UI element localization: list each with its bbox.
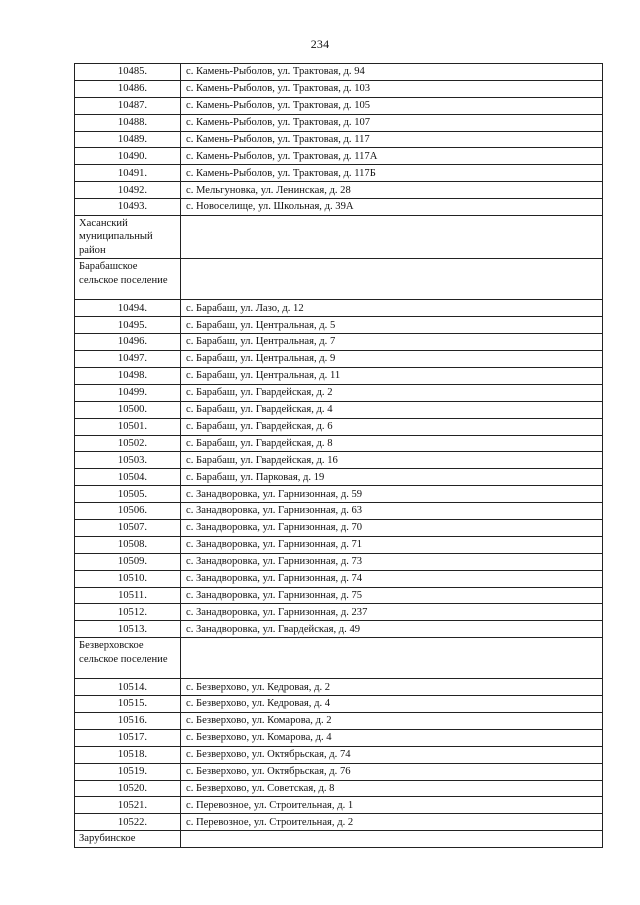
address-cell: с. Барабаш, ул. Лазо, д. 12 bbox=[181, 300, 603, 317]
address-cell: с. Безверхово, ул. Кедровая, д. 4 bbox=[181, 696, 603, 713]
address-cell: с. Занадворовка, ул. Гарнизонная, д. 73 bbox=[181, 553, 603, 570]
table-row bbox=[75, 401, 603, 418]
row-number-cell: 10490. bbox=[75, 148, 181, 165]
row-number-cell: 10516. bbox=[75, 712, 181, 729]
address-cell: с. Барабаш, ул. Парковая, д. 19 bbox=[181, 469, 603, 486]
row-number-cell: 10518. bbox=[75, 746, 181, 763]
table-row bbox=[75, 148, 603, 165]
address-cell: с. Барабаш, ул. Гвардейская, д. 2 bbox=[181, 384, 603, 401]
row-number-cell: 10487. bbox=[75, 97, 181, 114]
row-number-cell: 10495. bbox=[75, 317, 181, 334]
table-row bbox=[75, 317, 603, 334]
row-number-cell: 10501. bbox=[75, 418, 181, 435]
row-number-cell: 10494. bbox=[75, 300, 181, 317]
address-cell: с. Новоселище, ул. Школьная, д. 39А bbox=[181, 199, 603, 216]
table-row bbox=[75, 679, 603, 696]
table-row bbox=[75, 300, 603, 317]
table-row bbox=[75, 351, 603, 368]
table-row bbox=[75, 97, 603, 114]
row-number-cell: 10520. bbox=[75, 780, 181, 797]
group-header-row bbox=[75, 259, 603, 300]
address-cell: с. Барабаш, ул. Центральная, д. 11 bbox=[181, 367, 603, 384]
table-row bbox=[75, 814, 603, 831]
address-cell: с. Камень-Рыболов, ул. Трактовая, д. 103 bbox=[181, 80, 603, 97]
address-cell: с. Безверхово, ул. Октябрьская, д. 76 bbox=[181, 763, 603, 780]
table-row bbox=[75, 553, 603, 570]
group-header-row bbox=[75, 216, 603, 259]
table-row bbox=[75, 729, 603, 746]
row-number-cell: 10506. bbox=[75, 503, 181, 520]
table-row bbox=[75, 519, 603, 536]
group-name-cell: Хасанский муниципальный район bbox=[75, 216, 181, 259]
table-row bbox=[75, 199, 603, 216]
group-empty-cell bbox=[181, 638, 603, 679]
group-name-cell: Барабашское сельское поселение bbox=[75, 259, 181, 300]
row-number-cell: 10499. bbox=[75, 384, 181, 401]
address-cell: с. Камень-Рыболов, ул. Трактовая, д. 117Б bbox=[181, 165, 603, 182]
row-number-cell: 10508. bbox=[75, 536, 181, 553]
row-number-cell: 10493. bbox=[75, 199, 181, 216]
row-number-cell: 10500. bbox=[75, 401, 181, 418]
row-number-cell: 10513. bbox=[75, 621, 181, 638]
group-empty-cell bbox=[181, 259, 603, 300]
address-cell: с. Камень-Рыболов, ул. Трактовая, д. 117А bbox=[181, 148, 603, 165]
address-cell: с. Камень-Рыболов, ул. Трактовая, д. 117 bbox=[181, 131, 603, 148]
row-number-cell: 10515. bbox=[75, 696, 181, 713]
table-row bbox=[75, 486, 603, 503]
page-number: 234 bbox=[310, 37, 330, 51]
row-number-cell: 10496. bbox=[75, 334, 181, 351]
row-number-cell: 10503. bbox=[75, 452, 181, 469]
table-row bbox=[75, 797, 603, 814]
table-row bbox=[75, 384, 603, 401]
row-number-cell: 10485. bbox=[75, 64, 181, 81]
row-number-cell: 10504. bbox=[75, 469, 181, 486]
address-cell: с. Камень-Рыболов, ул. Трактовая, д. 94 bbox=[181, 64, 603, 81]
address-cell: с. Занадворовка, ул. Гвардейская, д. 49 bbox=[181, 621, 603, 638]
row-number-cell: 10517. bbox=[75, 729, 181, 746]
table-row bbox=[75, 503, 603, 520]
address-cell: с. Занадворовка, ул. Гарнизонная, д. 63 bbox=[181, 503, 603, 520]
address-cell: с. Занадворовка, ул. Гарнизонная, д. 74 bbox=[181, 570, 603, 587]
address-cell: с. Барабаш, ул. Центральная, д. 5 bbox=[181, 317, 603, 334]
table-row bbox=[75, 536, 603, 553]
row-number-cell: 10486. bbox=[75, 80, 181, 97]
table-row bbox=[75, 570, 603, 587]
address-cell: с. Камень-Рыболов, ул. Трактовая, д. 105 bbox=[181, 97, 603, 114]
address-cell: с. Мельгуновка, ул. Ленинская, д. 28 bbox=[181, 182, 603, 199]
table-row bbox=[75, 452, 603, 469]
row-number-cell: 10511. bbox=[75, 587, 181, 604]
row-number-cell: 10514. bbox=[75, 679, 181, 696]
address-cell: с. Безверхово, ул. Кедровая, д. 2 bbox=[181, 679, 603, 696]
table-row bbox=[75, 435, 603, 452]
row-number-cell: 10507. bbox=[75, 519, 181, 536]
row-number-cell: 10521. bbox=[75, 797, 181, 814]
row-number-cell: 10510. bbox=[75, 570, 181, 587]
group-name-cell: Зарубинское bbox=[75, 831, 181, 847]
table-row bbox=[75, 64, 603, 81]
table-row bbox=[75, 780, 603, 797]
address-cell: с. Барабаш, ул. Гвардейская, д. 8 bbox=[181, 435, 603, 452]
address-cell: с. Безверхово, ул. Комарова, д. 2 bbox=[181, 712, 603, 729]
table-row bbox=[75, 621, 603, 638]
table-row bbox=[75, 763, 603, 780]
address-cell: с. Барабаш, ул. Гвардейская, д. 16 bbox=[181, 452, 603, 469]
group-header-row bbox=[75, 638, 603, 679]
table-row bbox=[75, 696, 603, 713]
row-number-cell: 10492. bbox=[75, 182, 181, 199]
group-header-row bbox=[75, 831, 603, 847]
address-cell: с. Барабаш, ул. Центральная, д. 7 bbox=[181, 334, 603, 351]
address-cell: с. Безверхово, ул. Советская, д. 8 bbox=[181, 780, 603, 797]
address-cell: с. Безверхово, ул. Комарова, д. 4 bbox=[181, 729, 603, 746]
table-row bbox=[75, 746, 603, 763]
address-cell: с. Барабаш, ул. Центральная, д. 9 bbox=[181, 351, 603, 368]
address-cell: с. Занадворовка, ул. Гарнизонная, д. 70 bbox=[181, 519, 603, 536]
address-cell: с. Занадворовка, ул. Гарнизонная, д. 75 bbox=[181, 587, 603, 604]
table-row bbox=[75, 80, 603, 97]
address-cell: с. Камень-Рыболов, ул. Трактовая, д. 107 bbox=[181, 114, 603, 131]
row-number-cell: 10505. bbox=[75, 486, 181, 503]
row-number-cell: 10498. bbox=[75, 367, 181, 384]
row-number-cell: 10497. bbox=[75, 351, 181, 368]
row-number-cell: 10491. bbox=[75, 165, 181, 182]
table-row bbox=[75, 587, 603, 604]
address-cell: с. Занадворовка, ул. Гарнизонная, д. 71 bbox=[181, 536, 603, 553]
address-cell: с. Занадворовка, ул. Гарнизонная, д. 237 bbox=[181, 604, 603, 621]
address-cell: с. Барабаш, ул. Гвардейская, д. 6 bbox=[181, 418, 603, 435]
table-row bbox=[75, 469, 603, 486]
address-cell: с. Перевозное, ул. Строительная, д. 1 bbox=[181, 797, 603, 814]
table-row bbox=[75, 604, 603, 621]
address-cell: с. Занадворовка, ул. Гарнизонная, д. 59 bbox=[181, 486, 603, 503]
table-row bbox=[75, 712, 603, 729]
table-row bbox=[75, 131, 603, 148]
address-cell: с. Перевозное, ул. Строительная, д. 2 bbox=[181, 814, 603, 831]
group-empty-cell bbox=[181, 216, 603, 259]
row-number-cell: 10512. bbox=[75, 604, 181, 621]
row-number-cell: 10489. bbox=[75, 131, 181, 148]
address-registry-table bbox=[74, 63, 603, 848]
table-row bbox=[75, 165, 603, 182]
row-number-cell: 10488. bbox=[75, 114, 181, 131]
group-name-cell: Безверховское сельское поселение bbox=[75, 638, 181, 679]
table-row bbox=[75, 367, 603, 384]
row-number-cell: 10519. bbox=[75, 763, 181, 780]
address-cell: с. Барабаш, ул. Гвардейская, д. 4 bbox=[181, 401, 603, 418]
row-number-cell: 10502. bbox=[75, 435, 181, 452]
table-row bbox=[75, 182, 603, 199]
row-number-cell: 10509. bbox=[75, 553, 181, 570]
group-empty-cell bbox=[181, 831, 603, 847]
address-cell: с. Безверхово, ул. Октябрьская, д. 74 bbox=[181, 746, 603, 763]
table-row bbox=[75, 114, 603, 131]
row-number-cell: 10522. bbox=[75, 814, 181, 831]
registry-table-body bbox=[75, 64, 603, 848]
table-row bbox=[75, 418, 603, 435]
table-row bbox=[75, 334, 603, 351]
